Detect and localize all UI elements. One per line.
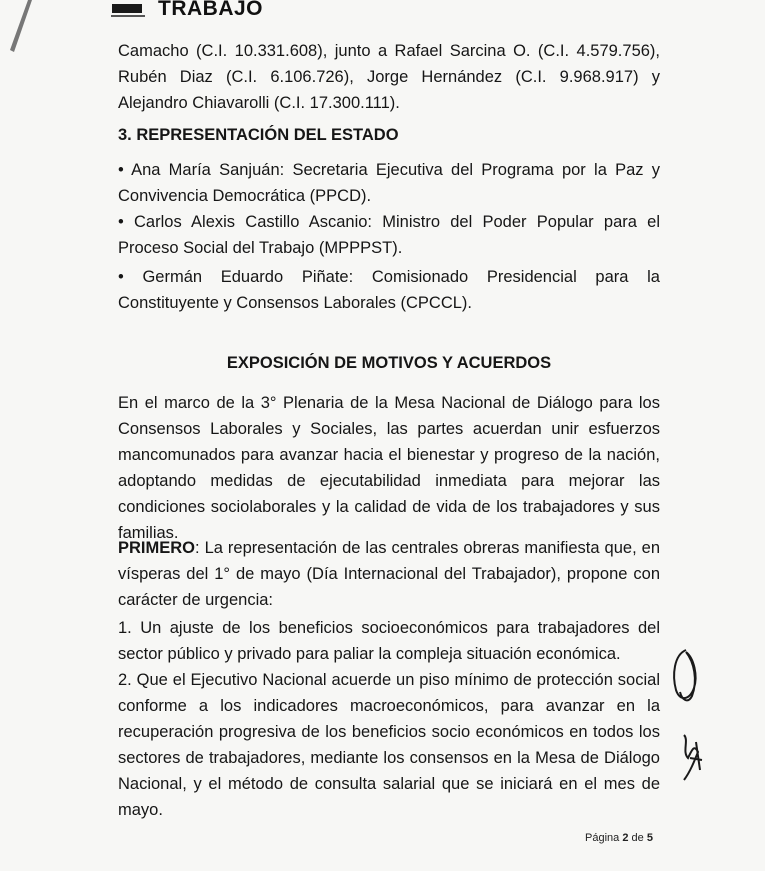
motives-heading: EXPOSICIÓN DE MOTIVOS Y ACUERDOS: [226, 354, 552, 372]
state-rep-item: • Ana María Sanjuán: Secretaria Ejecutiva del Programa por la Paz y Convivencia Democrática (PPCD).: [118, 161, 660, 205]
state-rep-item: • Carlos Alexis Castillo Ascanio: Ministro del Poder Popular para el Proceso Social del Trabajo (MPPPST).: [118, 213, 660, 257]
handwritten-signature: [664, 640, 714, 790]
page-word: Página: [585, 832, 620, 844]
intro-paragraph: Camacho (C.I. 10.331.608), junto a Rafael Sarcina O. (C.I. 4.579.756), Rubén Diaz (C.I. 6.106.726), Jorge Hernández (C.I. 9.968.917) y Alejandro Chiavarolli (C.I. 17.300.111).: [118, 42, 660, 112]
page-number: 2: [622, 832, 629, 844]
agreement-item: 1. Un ajuste de los beneficios socioeconómicos para trabajadores del sector público y privado para paliar la compleja situación económica.: [118, 619, 660, 663]
section3-heading: 3. REPRESENTACIÓN DEL ESTADO: [118, 126, 399, 144]
motives-paragraph: En el marco de la 3° Plenaria de la Mesa Nacional de Diálogo para los Consensos Laborales y Sociales, las partes acuerdan unir esfuerzos mancomunados para avanzar hacia el bienestar y progreso de la nación, adoptando medidas de ejecutabilidad inmediata para mejorar las condiciones sociolaborales y la calidad de vida de los trabajadores y sus familias.: [118, 394, 660, 542]
primero-paragraph: [118, 535, 660, 613]
agreement-item: 2. Que el Ejecutivo Nacional acuerde un piso mínimo de protección social conforme a los indicadores macroeconómicos, para avanzar en la recuperación progresiva de los beneficios socio económicos en todos los sectores de trabajadores, mediante los consensos en la Mesa de Diálogo Nacional, y el método de consulta salarial que se iniciará en el mes de mayo.: [118, 671, 660, 819]
primero-text: : La representación de las centrales obreras manifiesta que, en vísperas del 1° de mayo (Día Internacional del Trabajador), propone con carácter de urgencia:: [118, 539, 660, 609]
of-word: de: [631, 832, 644, 844]
page-total: 5: [646, 832, 653, 844]
scan-edge-mark: [0, 0, 40, 70]
page-footer: [585, 832, 653, 844]
government-logo: [108, 2, 148, 22]
state-rep-item: • Germán Eduardo Piñate: Comisionado Presidencial para la Constituyente y Consensos Laborales (CPCCL).: [118, 268, 660, 312]
ministry-title: TRABAJO: [158, 0, 264, 20]
primero-label: PRIMERO: [118, 539, 196, 557]
